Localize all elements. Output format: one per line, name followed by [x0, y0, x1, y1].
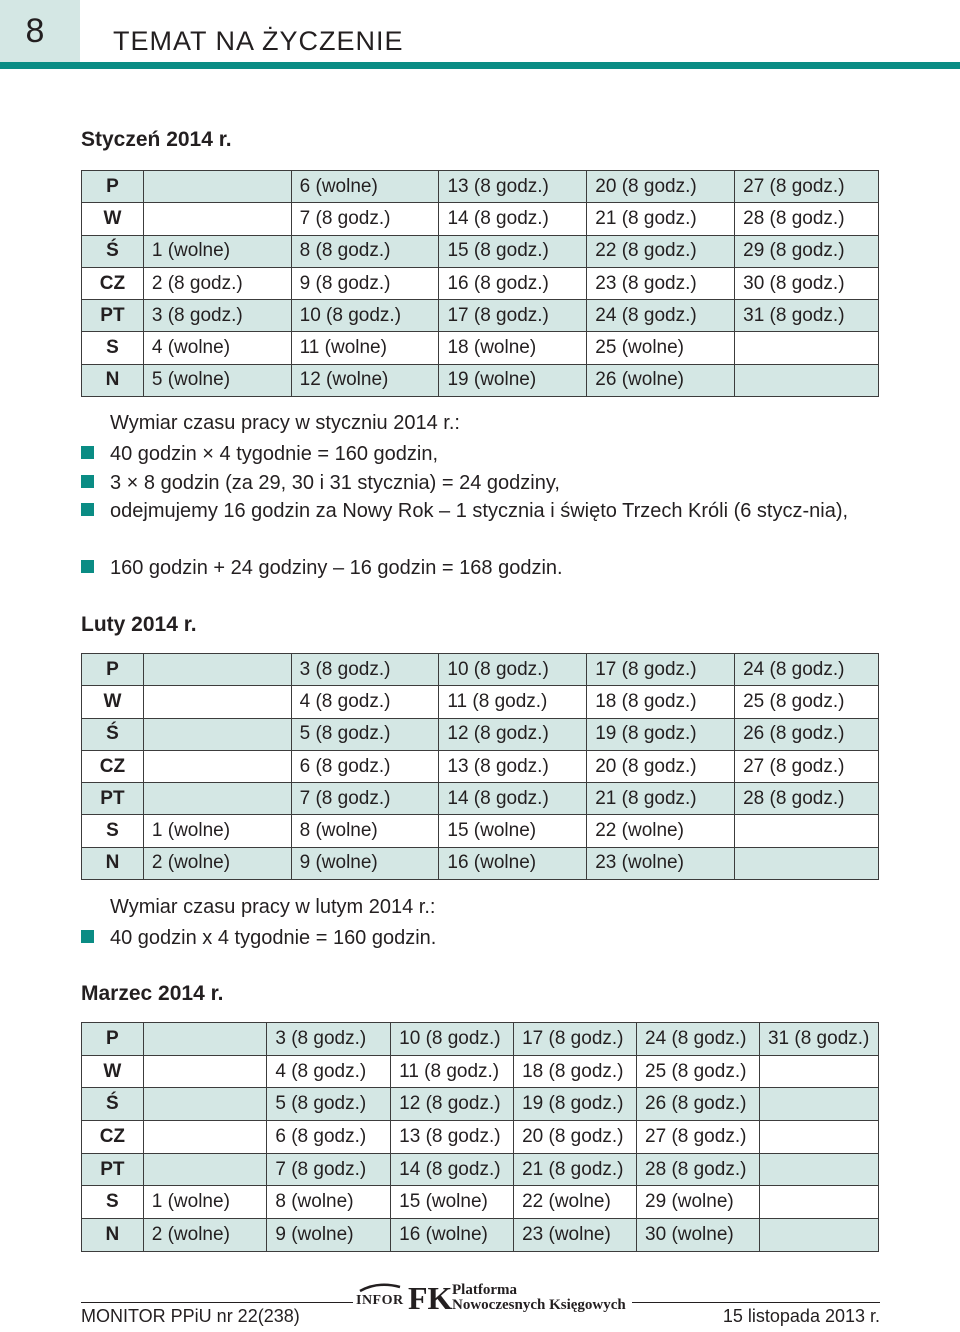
- month-title-january: Styczeń 2014 r.: [81, 128, 232, 151]
- table-cell: 1 (wolne): [143, 815, 291, 847]
- table-row: [82, 364, 879, 396]
- table-row: [82, 1186, 879, 1219]
- table-cell: 6 (wolne): [291, 171, 439, 203]
- table-cell: 17 (8 godz.): [439, 300, 587, 332]
- table-cell: 18 (wolne): [439, 332, 587, 364]
- table-cell: [735, 847, 879, 879]
- bullet-item: 40 godzin × 4 tygodnie = 160 godzin,: [81, 440, 881, 468]
- table-cell: 25 (8 godz.): [637, 1055, 760, 1088]
- table-cell: [143, 1153, 267, 1186]
- bullet-square-icon: [81, 475, 94, 488]
- table-cell: 27 (8 godz.): [735, 750, 879, 782]
- table-cell: 26 (8 godz.): [735, 718, 879, 750]
- day-label: N: [82, 847, 144, 879]
- day-label: PT: [82, 783, 144, 815]
- table-row: [82, 1088, 879, 1121]
- table-cell: 29 (wolne): [637, 1186, 760, 1219]
- table-cell: 22 (wolne): [514, 1186, 637, 1219]
- table-cell: [143, 718, 291, 750]
- table-cell: 28 (8 godz.): [735, 203, 879, 235]
- table-row: [82, 203, 879, 235]
- table-cell: 23 (8 godz.): [587, 267, 735, 299]
- table-cell: 15 (wolne): [439, 815, 587, 847]
- table-cell: [143, 1055, 267, 1088]
- table-cell: 18 (8 godz.): [514, 1055, 637, 1088]
- bullet-square-icon: [81, 930, 94, 943]
- table-cell: [759, 1121, 878, 1154]
- table-cell: 13 (8 godz.): [391, 1121, 514, 1154]
- table-cell: 1 (wolne): [143, 1186, 267, 1219]
- day-label: P: [82, 171, 144, 203]
- table-row: [82, 1023, 879, 1056]
- table-cell: 12 (8 godz.): [439, 718, 587, 750]
- table-cell: 14 (8 godz.): [439, 783, 587, 815]
- day-label: S: [82, 1186, 144, 1219]
- table-cell: [143, 654, 291, 686]
- bullet-item: odejmujemy 16 godzin za Nowy Rok – 1 stycznia i święto Trzech Króli (6 stycz-nia),: [81, 497, 881, 525]
- table-cell: 20 (8 godz.): [514, 1121, 637, 1154]
- table-cell: 3 (8 godz.): [291, 654, 439, 686]
- table-cell: 13 (8 godz.): [439, 171, 587, 203]
- table-cell: [735, 332, 879, 364]
- table-row: [82, 171, 879, 203]
- table-row: [82, 1219, 879, 1252]
- bullet-item: 40 godzin x 4 tygodnie = 160 godzin.: [81, 924, 881, 952]
- table-cell: [759, 1153, 878, 1186]
- table-cell: [759, 1088, 878, 1121]
- day-label: N: [82, 1219, 144, 1252]
- table-cell: [143, 1121, 267, 1154]
- table-cell: 11 (8 godz.): [439, 686, 587, 718]
- table-cell: 13 (8 godz.): [439, 750, 587, 782]
- calendar-table-march: [81, 1022, 879, 1252]
- table-cell: 5 (wolne): [143, 364, 291, 396]
- day-label: PT: [82, 1153, 144, 1186]
- table-cell: [759, 1055, 878, 1088]
- table-cell: 18 (8 godz.): [587, 686, 735, 718]
- table-cell: 22 (8 godz.): [587, 235, 735, 267]
- table-row: [82, 654, 879, 686]
- table-cell: 9 (wolne): [291, 847, 439, 879]
- table-cell: [143, 686, 291, 718]
- day-label: CZ: [82, 267, 144, 299]
- footer-publication: MONITOR PPiU nr 22(238): [81, 1306, 300, 1326]
- table-cell: 1 (wolne): [143, 235, 291, 267]
- table-cell: 15 (8 godz.): [439, 235, 587, 267]
- table-cell: 17 (8 godz.): [587, 654, 735, 686]
- table-row: [82, 783, 879, 815]
- day-label: S: [82, 332, 144, 364]
- table-row: [82, 300, 879, 332]
- table-row: [82, 815, 879, 847]
- table-cell: 10 (8 godz.): [291, 300, 439, 332]
- table-cell: 2 (8 godz.): [143, 267, 291, 299]
- table-cell: 11 (wolne): [291, 332, 439, 364]
- table-cell: 28 (8 godz.): [637, 1153, 760, 1186]
- table-cell: 9 (8 godz.): [291, 267, 439, 299]
- table-row: [82, 847, 879, 879]
- table-cell: 16 (wolne): [439, 847, 587, 879]
- table-cell: 10 (8 godz.): [439, 654, 587, 686]
- table-cell: 10 (8 godz.): [391, 1023, 514, 1056]
- table-cell: 7 (8 godz.): [267, 1153, 391, 1186]
- footer-rule-right: [632, 1302, 880, 1303]
- logo-text-line1: Platforma: [452, 1282, 517, 1298]
- table-cell: [143, 783, 291, 815]
- table-row: [82, 718, 879, 750]
- intro-february: Wymiar czasu pracy w lutym 2014 r.:: [110, 896, 436, 918]
- table-cell: 21 (8 godz.): [587, 203, 735, 235]
- table-cell: 24 (8 godz.): [637, 1023, 760, 1056]
- table-cell: [735, 815, 879, 847]
- logo-infor: INFOR: [356, 1293, 404, 1308]
- table-cell: 29 (8 godz.): [735, 235, 879, 267]
- month-title-march: Marzec 2014 r.: [81, 982, 224, 1005]
- table-cell: 20 (8 godz.): [587, 171, 735, 203]
- table-cell: 16 (8 godz.): [439, 267, 587, 299]
- table-cell: 19 (8 godz.): [587, 718, 735, 750]
- table-cell: 4 (8 godz.): [291, 686, 439, 718]
- table-cell: 17 (8 godz.): [514, 1023, 637, 1056]
- table-cell: 5 (8 godz.): [291, 718, 439, 750]
- table-cell: 25 (wolne): [587, 332, 735, 364]
- table-cell: 20 (8 godz.): [587, 750, 735, 782]
- table-cell: 23 (wolne): [587, 847, 735, 879]
- logo-text-line2: Nowoczesnych Księgowych: [452, 1297, 626, 1313]
- bullet-square-icon: [81, 503, 94, 516]
- table-cell: 24 (8 godz.): [735, 654, 879, 686]
- table-cell: 21 (8 godz.): [587, 783, 735, 815]
- table-cell: 8 (wolne): [267, 1186, 391, 1219]
- table-cell: 19 (wolne): [439, 364, 587, 396]
- table-cell: 9 (wolne): [267, 1219, 391, 1252]
- table-cell: 25 (8 godz.): [735, 686, 879, 718]
- table-cell: 19 (8 godz.): [514, 1088, 637, 1121]
- day-label: CZ: [82, 750, 144, 782]
- day-label: W: [82, 1055, 144, 1088]
- table-cell: [759, 1219, 878, 1252]
- intro-january: Wymiar czasu pracy w styczniu 2014 r.:: [110, 412, 460, 434]
- table-cell: 31 (8 godz.): [735, 300, 879, 332]
- section-title: TEMAT NA ŻYCZENIE: [113, 26, 404, 56]
- table-cell: 24 (8 godz.): [587, 300, 735, 332]
- table-cell: [143, 750, 291, 782]
- bullet-square-icon: [81, 446, 94, 459]
- table-cell: 8 (wolne): [291, 815, 439, 847]
- table-cell: [759, 1186, 878, 1219]
- footer-rule-left: [81, 1302, 353, 1303]
- table-row: [82, 750, 879, 782]
- table-cell: 16 (wolne): [391, 1219, 514, 1252]
- table-cell: [735, 364, 879, 396]
- table-cell: [143, 171, 291, 203]
- day-label: Ś: [82, 235, 144, 267]
- table-cell: 27 (8 godz.): [735, 171, 879, 203]
- table-cell: 15 (wolne): [391, 1186, 514, 1219]
- day-label: Ś: [82, 718, 144, 750]
- table-row: [82, 332, 879, 364]
- table-cell: 8 (8 godz.): [291, 235, 439, 267]
- table-cell: 23 (wolne): [514, 1219, 637, 1252]
- table-row: [82, 686, 879, 718]
- table-cell: 2 (wolne): [143, 1219, 267, 1252]
- bullet-item: 160 godzin + 24 godziny – 16 godzin = 168 godzin.: [81, 554, 881, 582]
- bullet-square-icon: [81, 560, 94, 573]
- day-label: W: [82, 203, 144, 235]
- bullet-item: 3 × 8 godzin (za 29, 30 i 31 stycznia) = 24 godziny,: [81, 469, 881, 497]
- table-cell: 11 (8 godz.): [391, 1055, 514, 1088]
- table-row: [82, 1055, 879, 1088]
- table-cell: 12 (8 godz.): [391, 1088, 514, 1121]
- table-cell: [143, 203, 291, 235]
- table-cell: 30 (wolne): [637, 1219, 760, 1252]
- table-cell: 14 (8 godz.): [439, 203, 587, 235]
- table-cell: 26 (8 godz.): [637, 1088, 760, 1121]
- table-cell: 4 (wolne): [143, 332, 291, 364]
- table-cell: 31 (8 godz.): [759, 1023, 878, 1056]
- day-label: P: [82, 654, 144, 686]
- header-rule: [0, 62, 960, 69]
- table-cell: 26 (wolne): [587, 364, 735, 396]
- day-label: PT: [82, 300, 144, 332]
- day-label: S: [82, 815, 144, 847]
- footer-date: 15 listopada 2013 r.: [722, 1306, 880, 1326]
- day-label: P: [82, 1023, 144, 1056]
- table-cell: 7 (8 godz.): [291, 783, 439, 815]
- month-title-february: Luty 2014 r.: [81, 613, 197, 636]
- table-cell: 27 (8 godz.): [637, 1121, 760, 1154]
- table-cell: 21 (8 godz.): [514, 1153, 637, 1186]
- table-cell: 3 (8 godz.): [143, 300, 291, 332]
- infor-swoosh-icon: [358, 1283, 402, 1293]
- day-label: W: [82, 686, 144, 718]
- logo-fk: FK: [408, 1280, 453, 1316]
- table-cell: 6 (8 godz.): [291, 750, 439, 782]
- table-cell: [143, 1088, 267, 1121]
- day-label: CZ: [82, 1121, 144, 1154]
- table-cell: 4 (8 godz.): [267, 1055, 391, 1088]
- day-label: Ś: [82, 1088, 144, 1121]
- table-cell: 6 (8 godz.): [267, 1121, 391, 1154]
- table-cell: 7 (8 godz.): [291, 203, 439, 235]
- calendar-table-february: [81, 653, 879, 880]
- table-cell: 3 (8 godz.): [267, 1023, 391, 1056]
- table-cell: 14 (8 godz.): [391, 1153, 514, 1186]
- table-row: [82, 1153, 879, 1186]
- table-cell: 28 (8 godz.): [735, 783, 879, 815]
- table-cell: [143, 1023, 267, 1056]
- table-row: [82, 1121, 879, 1154]
- calendar-table-january: [81, 170, 879, 397]
- table-cell: 2 (wolne): [143, 847, 291, 879]
- table-cell: 22 (wolne): [587, 815, 735, 847]
- day-label: N: [82, 364, 144, 396]
- table-cell: 12 (wolne): [291, 364, 439, 396]
- table-cell: 5 (8 godz.): [267, 1088, 391, 1121]
- page-number: 8: [25, 12, 45, 50]
- table-row: [82, 267, 879, 299]
- table-cell: 30 (8 godz.): [735, 267, 879, 299]
- table-row: [82, 235, 879, 267]
